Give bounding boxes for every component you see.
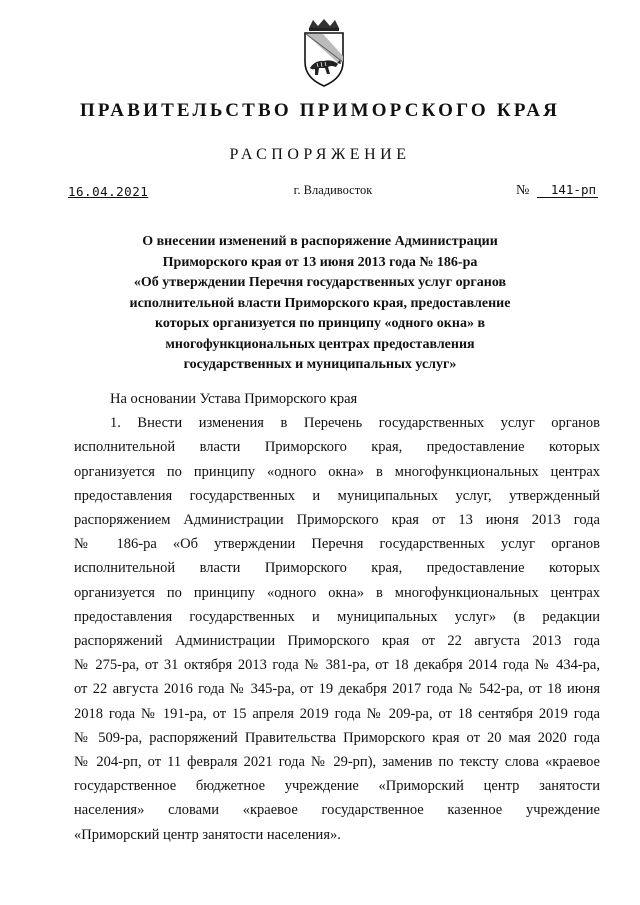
body-line: № 275-ра, от 31 октября 2013 года № 381-ра, от 18 декабря 2014 года № 434-ра,	[74, 657, 600, 674]
document-body	[74, 387, 600, 847]
heading-line: О внесении изменений в распоряжение Администрации	[142, 234, 498, 249]
document-type: РАСПОРЯЖЕНИЕ	[229, 146, 411, 163]
body-line: 2018 года № 191-ра, от 15 апреля 2019 года № 209-ра, от 18 сентября 2019 года	[74, 705, 600, 722]
body-line: предоставления государственных и муниципальных услуг» (в редакции	[74, 608, 600, 625]
body-line: распоряжений Администрации Приморского края от 22 августа 2013 года	[74, 633, 600, 650]
document-meta	[68, 182, 598, 204]
body-line: предоставления государственных и муниципальных услуг, утвержденный	[74, 487, 600, 504]
coat-of-arms-icon	[297, 18, 351, 88]
document-heading	[90, 232, 550, 376]
heading-line: «Об утверждении Перечня государственных услуг органов	[133, 275, 507, 290]
preamble-line: На основании Устава Приморского края	[110, 391, 358, 407]
heading-line: многофункциональных центрах предоставления	[165, 336, 475, 352]
heading-line: которых организуется по принципу «одного окна» в	[154, 316, 486, 331]
body-line: № 204-рп, от 11 февраля 2021 года № 29-рп), заменив по тексту слова «краевое	[74, 754, 600, 771]
body-line: № 509-ра, распоряжений Правительства Приморского края от 20 мая 2020 года	[74, 729, 600, 746]
number-value: 141-рп	[537, 182, 598, 198]
government-title: ПРАВИТЕЛЬСТВО ПРИМОРСКОГО КРАЯ	[79, 100, 561, 121]
document-date: 16.04.2021	[68, 184, 149, 199]
body-line: 1. Внести изменения в Перечень государственных услуг органов	[110, 415, 600, 432]
document-city: г. Владивосток	[293, 183, 373, 197]
body-line: населения» словами «краевое государственное казенное учреждение	[74, 802, 600, 819]
body-line: организуется по принципу «одного окна» в многофункциональных центрах	[74, 584, 600, 601]
body-line: от 22 августа 2016 года № 345-ра, от 19 декабря 2017 года № 542-ра, от 18 июня	[74, 681, 600, 698]
body-line: «Приморский центр занятости населения».	[74, 826, 341, 843]
body-line: исполнительной власти Приморского края, предоставление которых	[74, 560, 600, 577]
number-sign: №	[515, 183, 530, 198]
heading-line: исполнительной власти Приморского края, предоставление	[129, 295, 511, 311]
body-line: организуется по принципу «одного окна» в многофункциональных центрах	[74, 463, 600, 480]
document-number	[516, 182, 598, 199]
body-line: исполнительной власти Приморского края, предоставление которых	[74, 439, 600, 456]
body-line: распоряжением Администрации Приморского края от 13 июня 2013 года	[74, 512, 600, 529]
heading-line: Приморского края от 13 июня 2013 года № 186-ра	[162, 254, 478, 270]
heading-line: государственных и муниципальных услуг»	[183, 357, 457, 372]
body-line: государственное бюджетное учреждение «Приморский центр занятости	[74, 778, 600, 795]
body-line: № 186-ра «Об утверждении Перечня государственных услуг органов	[74, 536, 600, 553]
